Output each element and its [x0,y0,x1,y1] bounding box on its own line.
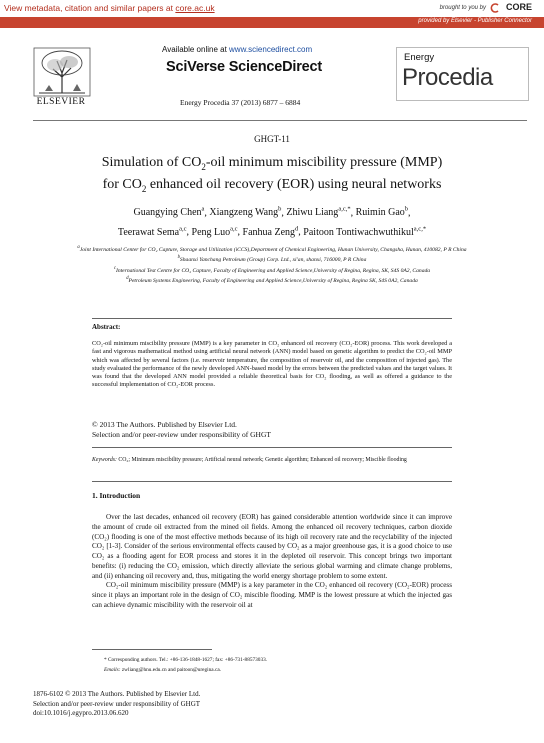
abstract-heading: Abstract: [92,323,121,331]
conference-label: GHGT-11 [254,134,290,144]
core-banner [0,0,544,28]
keywords [92,456,452,464]
journal-name-large: Procedia [402,64,493,91]
introduction-body [92,513,452,611]
platform-logo: SciVerse ScienceDirect [166,59,323,75]
core-icon [490,3,500,13]
copyright-line: © 2013 The Authors. Published by Elsevier Ltd. [92,420,237,429]
author: Zhiwu Liang$^{a,c,*}$ [286,206,351,219]
paper-title [40,154,504,198]
email-addresses[interactable]: zwliang@hnu.edu.cn and paitoon@uregina.ca. [121,667,221,673]
paragraph: CO₂-oil minimum miscibility pressure (MMP) is a key parameter in the CO₂ enhanced oil recovery (CO₂-EOR) process since it plays an important role in the design of CO₂ miscible flooding. MMP is the lowest pressure at which the injected gas can achieve dynamic miscibility with the reservoir oil at [92,581,452,609]
affiliations [66,244,478,286]
section-heading: 1. Introduction [92,491,141,500]
keywords-divider-top [92,447,452,448]
copyright-line: Selection and/or peer-review under responsibility of GHGT [92,430,271,439]
title-part: -oil minimum miscibility pressure (MMP) [205,155,443,170]
journal-name-small: Energy [404,52,435,63]
view-metadata-text: View metadata, citation and similar papers at [4,3,173,13]
title-part: Simulation of CO [101,155,202,170]
author: Guangying Chen$^a$ [133,206,205,219]
keywords-label: Keywords: [92,457,117,463]
author: Ruimin Gao$^b$ [355,206,409,219]
author: Fanhua Zeng$^d$ [242,225,299,238]
footer-doi[interactable]: doi:10.1016/j.egypro.2013.06.620 [33,709,129,717]
header-divider [33,120,527,121]
elsevier-tree-icon [33,47,91,97]
available-online-label: Available online at [162,45,227,54]
title-subscript: 2 [141,183,147,194]
title-subscript: 2 [201,161,206,172]
author: Peng Luo$^{a,c}$ [191,225,238,238]
available-online [162,45,312,54]
email-label: Emails: [104,667,121,673]
core-site-link[interactable]: core.ac.uk [175,3,215,13]
affiliation: $^c$International Test Centre for CO₂ Capture, Faculty of Engineering and Applied Science,University of Regina, Regina, SK, S4S 0A2, Canada [113,265,431,274]
affiliation: $^d$Petroleum Systems Engineering, Faculty of Engineering and Applied Science,University of Regina, Regina SK, S4S 0A2, Canada [126,276,418,285]
abstract-divider-top [92,318,452,319]
affiliation: $^b$Shaanxi Yanchang Petroleum (Group) Corp. Ltd., xi'an, shanxi, 716000, P R China [177,255,367,264]
page-footer [33,690,200,719]
publisher-name: ELSEVIER [36,97,86,107]
paragraph: Over the last decades, enhanced oil recovery (EOR) has gained considerable attention worldwide since it can improve the amount of crude oil extracted from the mined oil fields. Among the enhanced oil recovery techniques, carbon dioxide (CO₂) flooding is one of the most effective methods because of its high oil recovery rate and the recyclability of the injected CO₂ [1-3]. Consider of the serious environmental effects caused by CO₂ as a major greenhouse gas, it is a good choice to use CO₂ as a flooding agent for EOR process and stores it in the depleted oil reservoir. This concept brings two important benefits: (i) reducing the CO₂ emission, which directly alleviate the serious global warming and climate change problems, and (ii) enhancing oil recovery and, thus, mitigating the world energy shortage problem to some extent. [92,513,452,580]
journal-reference: Energy Procedia 37 (2013) 6877 – 6884 [180,98,301,107]
author: Xiangzeng Wang$^b$ [209,206,282,219]
provided-by-text: provided by Elsevier - Publisher Connector [418,18,532,24]
author: Teerawat Sema$^{a,c}$ [117,225,187,238]
footnote [104,655,267,675]
abstract-text: CO₂-oil minimum miscibility pressure (MMP) is a key parameter in CO₂ enhanced oil recovery (CO₂-EOR) process. This work developed a fast and vigorous mathematical method using artificial neural network (ANN) model based on genetic algorithm to predict the CO₂-oil MMP which was affected by several factors (i.e. reservoir temperature, the composition of reservoir oil, and the composition of injected gas). The study evaluated the performance of the newly developed ANN-based model by the errors between the predicted values and the target values. It was found that the developed ANN model provided a reliable theoretical basis for CO₂ flooding, as well as offered a guidance to the successful implementation of CO₂-EOR process. [92,340,452,389]
brought-by-text: brought to you by [439,5,486,11]
author-list: Guangying Chen$^a$, Xiangzeng Wang$^b$, Zhiwu Liang$^{a,c,*}$, Ruimin Gao$^b$, Teerawat Sema$^{a,c}$, Peng Luo$^{a,c}$, Fanhua Zeng$^d$, Paitoon Tontiwachwuthikul$^{a,c,*}$ [117,206,427,238]
footer-review: Selection and/or peer-review under responsibility of GHGT [33,699,201,708]
core-logo[interactable]: CORE [505,2,532,12]
sciencedirect-link[interactable]: www.sciencedirect.com [229,45,313,54]
corresponding-author-note: * Corresponding authors. Tel.: +86-136-1848-1627; fax: +86-731-88573033. [104,657,268,663]
keywords-text: CO₂; Minimum miscibility pressure; Artificial neural network; Genetic algorithm; Enhanced oil recovery; Miscible flooding [118,457,407,463]
affiliation: $^a$Joint International Center for CO₂ Capture, Storage and Utilization (iCCS),Department of Chemical Engineering, Hunan University, Changsha, Hunan, 410082, P R China [77,245,467,253]
footnote-divider [92,649,212,650]
email-note [104,665,267,675]
keywords-divider-bottom [92,481,452,482]
footer-issn: 1876-6102 © 2013 The Authors. Published by Elsevier Ltd. [33,690,201,698]
title-part: for CO [102,176,142,192]
view-metadata-link[interactable] [4,3,215,13]
title-part: enhanced oil recovery (EOR) using neural networks [146,176,442,192]
author: Paitoon Tontiwachwuthikul$^{a,c,*}$ [303,225,427,238]
copyright-block [92,420,271,440]
